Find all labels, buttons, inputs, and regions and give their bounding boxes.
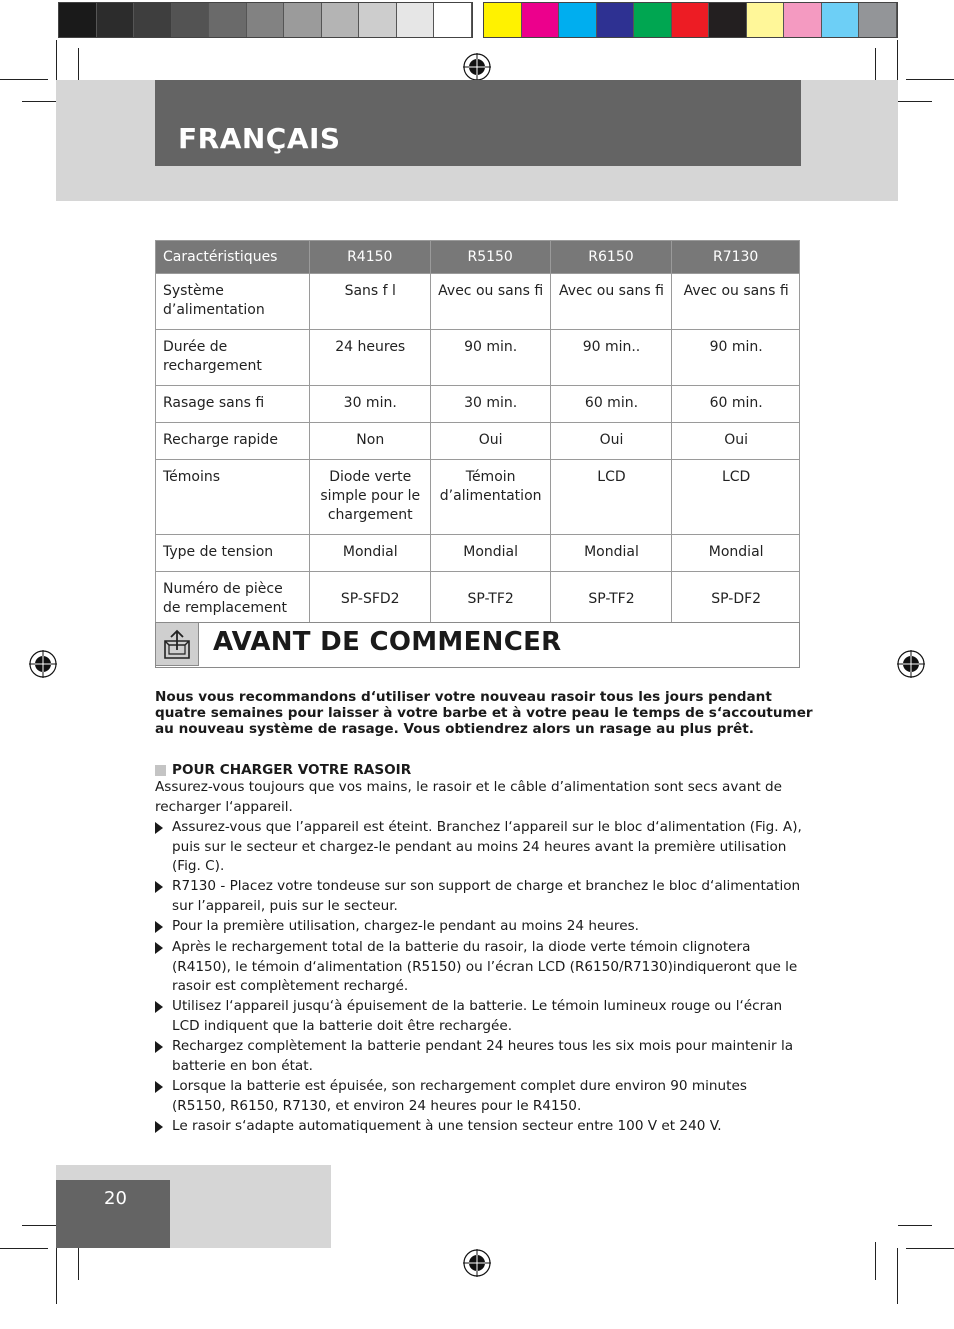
box-upload-icon <box>156 623 198 665</box>
crop-mark <box>875 1242 876 1280</box>
crop-mark <box>906 79 954 80</box>
bullet-arrow-icon <box>155 822 163 834</box>
column-header: R6150 <box>550 241 672 274</box>
color-swatch <box>172 3 210 37</box>
list-item-text: Assurez-vous que l’appareil est éteint. Branchez l‘appareil sur le bloc d‘alimentation (Fig. A), puis sur le secteur et chargez-le pendant au moins 24 heures avant la première utilisation (Fig. C). <box>172 819 802 874</box>
registration-mark-icon <box>28 649 58 679</box>
color-swatch <box>484 3 522 37</box>
table-cell: 90 min. <box>430 330 550 386</box>
list-item-text: R7130 - Placez votre tondeuse sur son support de charge et branchez le bloc d‘alimentation sur l’appareil, puis sur le secteur. <box>172 878 801 914</box>
page-title: FRANÇAIS <box>178 122 341 155</box>
color-swatch <box>709 3 747 37</box>
bullet-arrow-icon <box>155 881 163 893</box>
color-swatch <box>97 3 135 37</box>
column-header: R4150 <box>309 241 430 274</box>
color-swatch <box>247 3 285 37</box>
table-cell: 30 min. <box>309 386 430 423</box>
intro-paragraph: Nous vous recommandons d‘utiliser votre nouveau rasoir tous les jours pendant quatre semaines pour laisser à votre barbe et à votre peau le temps de s‘accoutumer au nouveau système de rasage. Vous obtiendrez alors un rasage au plus prêt. <box>155 689 813 737</box>
color-swatch <box>434 3 472 37</box>
column-header: Caractéristiques <box>156 241 310 274</box>
table-cell: Mondial <box>430 535 550 572</box>
spec-table <box>155 240 800 628</box>
table-cell: Oui <box>672 423 800 460</box>
list-item-text: Le rasoir s‘adapte automatiquement à une tension secteur entre 100 V et 240 V. <box>172 1118 722 1134</box>
crop-mark <box>22 101 56 102</box>
bullet-arrow-icon <box>155 1041 163 1053</box>
table-cell: 24 heures <box>309 330 430 386</box>
row-label: Recharge rapide <box>156 423 310 460</box>
grayscale-calibration-bar <box>58 2 473 38</box>
table-cell: 90 min. <box>672 330 800 386</box>
crop-mark <box>0 79 48 80</box>
registration-mark-icon <box>462 1248 492 1278</box>
charging-paragraph: Assurez-vous toujours que vos mains, le rasoir et le câble d’alimentation sont secs avant de recharger l‘appareil. <box>155 779 782 815</box>
list-item-text: Lorsque la batterie est épuisée, son rechargement complet dure environ 90 minutes (R5150, R6150, R7130, et environ 24 heures pour le R4150. <box>172 1078 747 1114</box>
crop-mark <box>898 1225 932 1226</box>
table-cell: 30 min. <box>430 386 550 423</box>
section-icon-box <box>155 622 199 666</box>
table-cell: LCD <box>672 460 800 535</box>
color-swatch <box>822 3 860 37</box>
crop-mark <box>56 40 57 80</box>
table-cell: Sans f l <box>309 274 430 330</box>
color-swatch <box>747 3 785 37</box>
crop-mark <box>906 1248 954 1249</box>
table-row <box>156 572 800 628</box>
table-row <box>156 535 800 572</box>
table-header-row <box>156 241 800 274</box>
color-swatch <box>322 3 360 37</box>
list-item-text: Après le rechargement total de la batterie du rasoir, la diode verte témoin clignotera (R4150), le témoin d‘alimentation (R5150) ou l’écran LCD (R6150/R7130)indiqueront que le rasoir est complètement rechargé. <box>172 939 798 994</box>
section-title: AVANT DE COMMENCER <box>213 627 562 657</box>
table-cell: Mondial <box>309 535 430 572</box>
table-cell: Avec ou sans fi <box>430 274 550 330</box>
color-swatch <box>284 3 322 37</box>
bullet-arrow-icon <box>155 942 163 954</box>
color-swatch <box>859 3 897 37</box>
color-swatch <box>559 3 597 37</box>
bullet-arrow-icon <box>155 1121 163 1133</box>
list-item-text: Utilisez l‘appareil jusqu‘à épuisement de la batterie. Le témoin lumineux rouge ou l‘écran LCD indiquent que la batterie doit être rechargée. <box>172 998 783 1034</box>
column-header: R7130 <box>672 241 800 274</box>
row-label: Rasage sans fi <box>156 386 310 423</box>
table-cell: SP-SFD2 <box>309 572 430 628</box>
row-label: Système d’alimentation <box>156 274 310 330</box>
table-row <box>156 330 800 386</box>
row-label: Numéro de pièce de remplacement <box>156 572 310 628</box>
color-swatch <box>359 3 397 37</box>
registration-mark-icon <box>462 52 492 82</box>
color-swatch <box>597 3 635 37</box>
table-cell: 60 min. <box>550 386 672 423</box>
color-swatch <box>209 3 247 37</box>
color-swatch <box>784 3 822 37</box>
table-cell: LCD <box>550 460 672 535</box>
table-cell: Diode verte simple pour le chargement <box>309 460 430 535</box>
bullet-arrow-icon <box>155 1081 163 1093</box>
table-cell: SP-TF2 <box>550 572 672 628</box>
color-calibration-bar <box>483 2 898 38</box>
page-number: 20 <box>104 1188 127 1209</box>
table-cell: Avec ou sans fi <box>672 274 800 330</box>
crop-mark <box>897 40 898 80</box>
color-swatch <box>59 3 97 37</box>
color-swatch <box>397 3 435 37</box>
table-cell: Mondial <box>672 535 800 572</box>
crop-mark <box>22 1225 56 1226</box>
crop-mark <box>0 1248 48 1249</box>
table-cell: Oui <box>550 423 672 460</box>
color-swatch <box>672 3 710 37</box>
subheading-marker <box>155 765 166 776</box>
row-label: Durée de rechargement <box>156 330 310 386</box>
table-row <box>156 460 800 535</box>
color-swatch <box>522 3 560 37</box>
column-header: R5150 <box>430 241 550 274</box>
registration-mark-icon <box>896 649 926 679</box>
table-cell: Mondial <box>550 535 672 572</box>
color-swatch <box>634 3 672 37</box>
table-cell: 60 min. <box>672 386 800 423</box>
table-cell: Oui <box>430 423 550 460</box>
row-label: Type de tension <box>156 535 310 572</box>
row-label: Témoins <box>156 460 310 535</box>
crop-mark <box>897 1248 898 1304</box>
list-item-text: Rechargez complètement la batterie pendant 24 heures tous les six mois pour maintenir la batterie en bon état. <box>172 1038 794 1074</box>
table-cell: Témoin d’alimentation <box>430 460 550 535</box>
bullet-arrow-icon <box>155 921 163 933</box>
list-item-text: Pour la première utilisation, chargez-le pendant au moins 24 heures. <box>172 918 639 934</box>
crop-mark <box>898 101 932 102</box>
table-row <box>156 274 800 330</box>
color-swatch <box>134 3 172 37</box>
table-cell: SP-DF2 <box>672 572 800 628</box>
subheading: POUR CHARGER VOTRE RASOIR <box>172 762 412 778</box>
table-cell: Avec ou sans fi <box>550 274 672 330</box>
table-cell: SP-TF2 <box>430 572 550 628</box>
table-cell: 90 min.. <box>550 330 672 386</box>
crop-mark <box>56 1248 57 1304</box>
bullet-arrow-icon <box>155 1001 163 1013</box>
table-cell: Non <box>309 423 430 460</box>
table-row <box>156 423 800 460</box>
table-row <box>156 386 800 423</box>
